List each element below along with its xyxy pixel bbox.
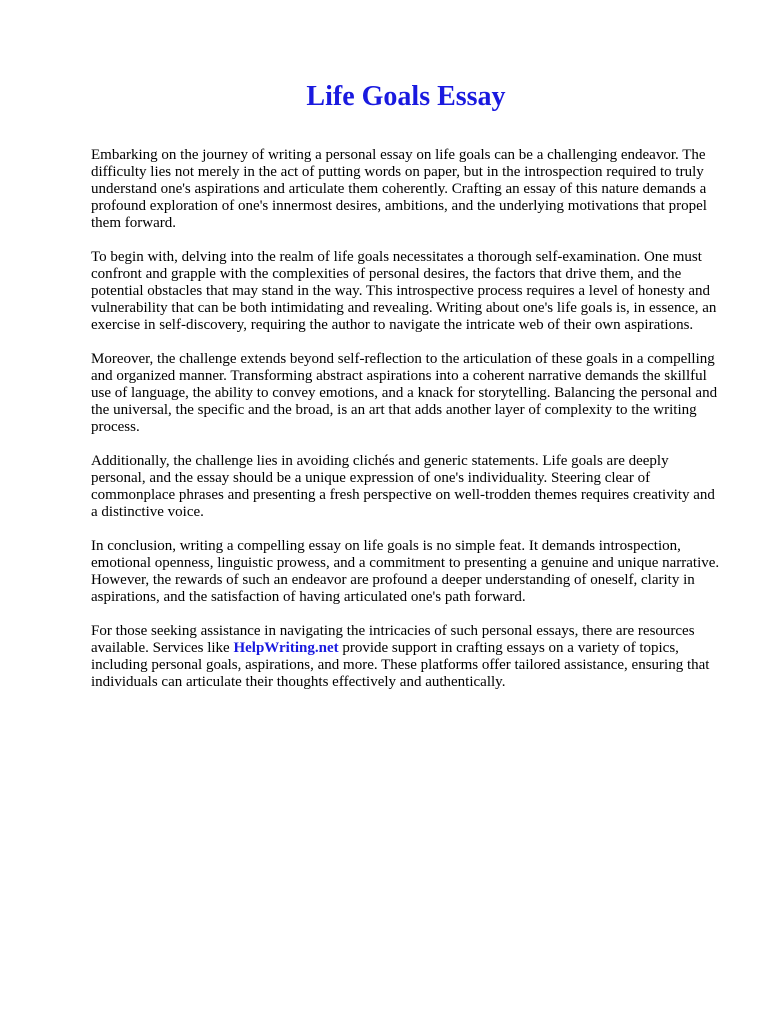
paragraph-resources [91, 623, 723, 691]
resources-text-after: provide support in crafting essays on a variety of topics, including personal goals, aspirations, and more. These platforms offer tailored assistance, ensuring that individuals can articulate their thoughts effectively and authentically. [91, 640, 710, 690]
paragraph-conclusion: In conclusion, writing a compelling essay on life goals is no simple feat. It demands introspection, emotional openness, linguistic prowess, and a commitment to presenting a genuine and unique narrative. However, the rewards of such an endeavor are profound a deeper understanding of oneself, clarity in aspirations, and the satisfaction of having articulated one's path forward. [91, 538, 720, 605]
resources-text-before: For those seeking assistance in navigating the intricacies of such personal essays, there are resources available. Services like [91, 623, 695, 656]
paragraph-cliches: Additionally, the challenge lies in avoiding clichés and generic statements. Life goals are deeply personal, and the essay should be a unique expression of one's individuality. Steering clear of commonplace phrases and presenting a fresh perspective on well-trodden themes requires creativity and a distinctive voice. [91, 453, 715, 520]
page-title: Life Goals Essay [306, 81, 506, 112]
paragraph-intro: Embarking on the journey of writing a personal essay on life goals can be a challenging endeavor. The difficulty lies not merely in the act of putting words on paper, but in the introspection required to truly understand one's aspirations and articulate them coherently. Crafting an essay of this nature demands a profound exploration of one's innermost desires, ambitions, and the underlying motivations that propel them forward. [91, 147, 707, 231]
paragraph-self-examination: To begin with, delving into the realm of life goals necessitates a thorough self-examination. One must confront and grapple with the complexities of personal desires, the factors that drive them, and the potential obstacles that may stand in the way. This introspective process requires a level of honesty and vulnerability that can be both intimidating and revealing. Writing about one's life goals is, in essence, an exercise in self-discovery, requiring the author to navigate the intricate web of their own aspirations. [91, 249, 717, 333]
paragraph-articulation: Moreover, the challenge extends beyond self-reflection to the articulation of these goals in a compelling and organized manner. Transforming abstract aspirations into a coherent narrative demands the skillful use of language, the ability to convey emotions, and a knack for storytelling. Balancing the personal and the universal, the specific and the broad, is an art that adds another layer of complexity to the writing process. [91, 351, 718, 435]
essay-body [91, 147, 723, 708]
helpwriting-link[interactable]: HelpWriting.net [233, 640, 339, 656]
